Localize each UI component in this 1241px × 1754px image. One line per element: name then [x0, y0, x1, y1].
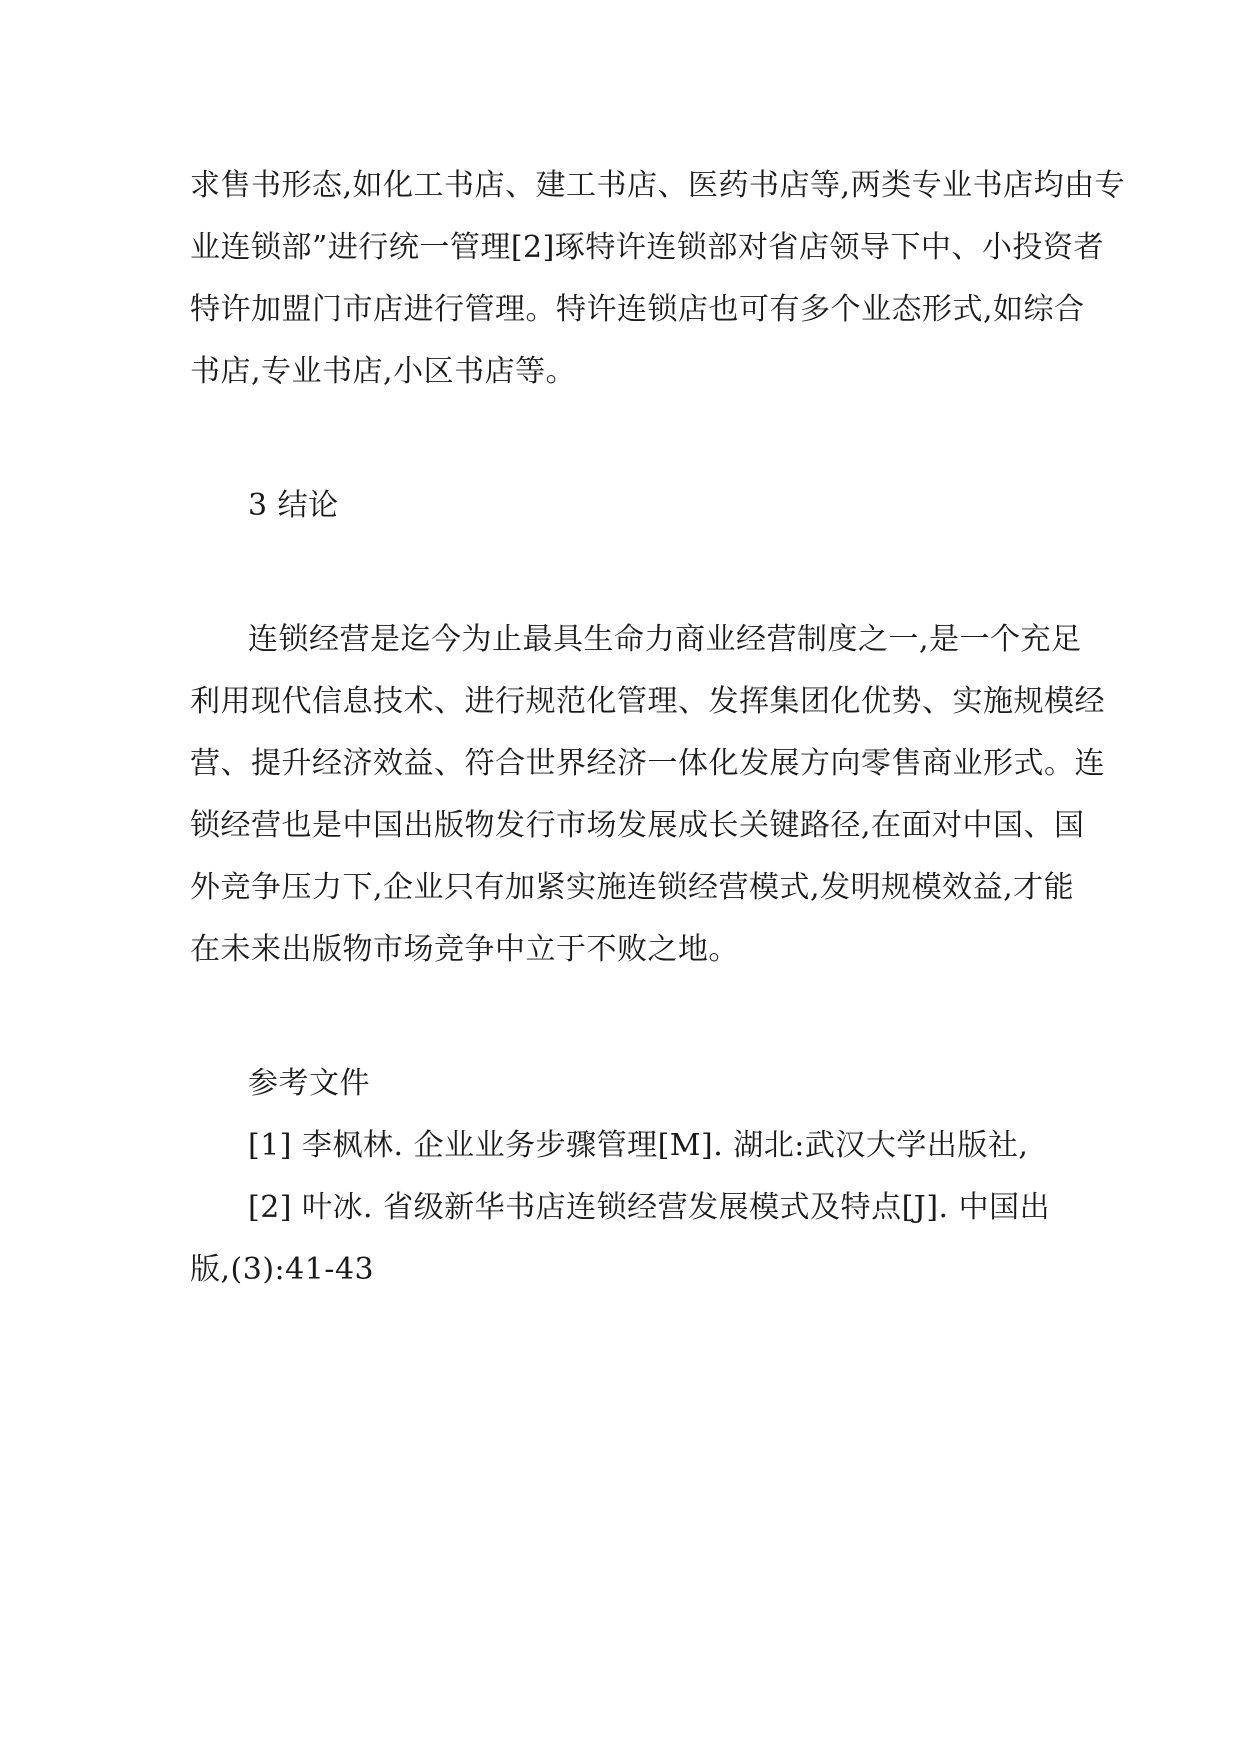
- paragraph-line: 营、提升经济效益、符合世界经济一体化发展方向零售商业形式。连: [190, 746, 1105, 781]
- section-heading-conclusion: 3 结论: [248, 488, 339, 523]
- paragraph-line: 利用现代信息技术、进行规范化管理、发挥集团化优势、实施规模经: [190, 684, 1105, 719]
- references-heading: 参考文件: [248, 1066, 370, 1101]
- paragraph-line: 求售书形态,如化工书店、建工书店、医药书店等,两类专业书店均由专: [190, 168, 1126, 203]
- reference-item: [1] 李枫林. 企业业务步骤管理[M]. 湖北:武汉大学出版社,: [248, 1128, 1029, 1163]
- paragraph-line: 特许加盟门市店进行管理。特许连锁店也可有多个业态形式,如综合: [190, 292, 1085, 327]
- paragraph-line: 外竞争压力下,企业只有加紧实施连锁经营模式,发明规模效益,才能: [190, 870, 1075, 905]
- paragraph-line: 连锁经营是迄今为止最具生命力商业经营制度之一,是一个充足: [248, 622, 1082, 657]
- paragraph-line: 锁经营也是中国出版物发行市场发展成长关键路径,在面对中国、国: [190, 808, 1085, 843]
- paragraph-line: 书店,专业书店,小区书店等。: [190, 354, 577, 389]
- paragraph-line: 业连锁部”进行统一管理[2]琢特许连锁部对省店领导下中、小投资者: [190, 230, 1104, 265]
- reference-item: [2] 叶冰. 省级新华书店连锁经营发展模式及特点[J]. 中国出: [248, 1190, 1051, 1225]
- paragraph-line: 在未来出版物市场竞争中立于不败之地。: [190, 932, 739, 967]
- reference-item-continuation: 版,(3):41-43: [190, 1252, 375, 1287]
